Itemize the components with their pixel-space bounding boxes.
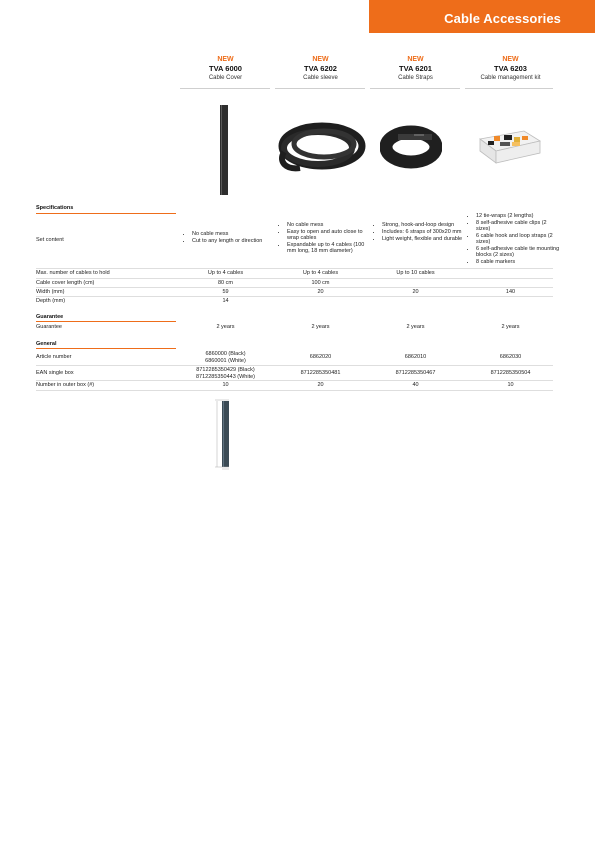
cable-straps-image xyxy=(380,124,442,170)
header-divider xyxy=(465,88,553,89)
list-item: • Strong, hook-and-loop design xyxy=(382,222,466,228)
cell-line: 6860000 (Black) xyxy=(205,351,246,357)
table-cell: 6862020 xyxy=(309,354,332,360)
new-badge: NEW xyxy=(502,56,519,63)
list-item: • Easy to open and auto close to wrap cables xyxy=(287,229,375,241)
row-divider xyxy=(36,287,553,288)
table-cell: 100 cm xyxy=(311,280,330,286)
table-cell: Up to 4 cables xyxy=(302,270,339,276)
row-divider xyxy=(36,278,553,279)
list-item: • Includes: 6 straps of 300x20 mm xyxy=(382,229,466,235)
new-badge: NEW xyxy=(217,56,234,63)
row-label-depth: Depth (mm) xyxy=(36,298,66,304)
set-content-list-1 xyxy=(182,231,278,245)
set-content-list-3 xyxy=(372,222,466,243)
product-model: TVA 6000 xyxy=(209,64,242,73)
row-label-max-cables: Max. number of cables to hold xyxy=(36,270,110,276)
table-cell: 59 xyxy=(222,289,229,295)
page-title: Cable Accessories xyxy=(444,11,561,26)
product-header-4 xyxy=(463,55,558,82)
table-cell xyxy=(178,351,273,364)
row-label-guarantee: Guarantee xyxy=(36,324,62,330)
table-cell: 10 xyxy=(507,382,514,388)
table-cell: 6862010 xyxy=(404,354,427,360)
row-label-outer-box: Number in outer box (#) xyxy=(36,382,95,388)
section-heading-guarantee: Guarantee xyxy=(36,314,64,320)
list-item: • 6 self-adhesive cable tie mounting blocks (2 sizes) xyxy=(476,246,562,258)
row-divider xyxy=(36,365,553,366)
row-label-cover-length: Cable cover length (cm) xyxy=(36,280,95,286)
row-divider xyxy=(36,380,553,381)
table-cell: 8712285350481 xyxy=(300,370,341,376)
table-cell: 2 years xyxy=(501,324,520,330)
table-cell: 2 years xyxy=(216,324,235,330)
section-heading-specifications: Specifications xyxy=(36,205,74,211)
cable-cover-drawing xyxy=(205,398,241,472)
product-model: TVA 6201 xyxy=(399,64,432,73)
set-content-label: Set content xyxy=(36,237,64,243)
row-label-width: Width (mm) xyxy=(36,289,65,295)
table-cell: 80 cm xyxy=(218,280,233,286)
header-divider xyxy=(180,88,270,89)
section-underline xyxy=(36,348,176,349)
cell-line: 8712285350429 (Black) xyxy=(196,367,255,373)
table-cell: 8712285350467 xyxy=(395,370,436,376)
row-divider xyxy=(36,296,553,297)
product-model: TVA 6202 xyxy=(304,64,337,73)
section-underline xyxy=(36,213,176,214)
section-heading-general: General xyxy=(36,341,57,347)
section-underline xyxy=(36,321,176,322)
list-item: • 8 cable markers xyxy=(476,259,562,265)
table-cell: 140 xyxy=(505,289,516,295)
product-name: Cable sleeve xyxy=(303,75,338,81)
product-header-3 xyxy=(368,55,463,82)
list-item: • Expandable up to 4 cables (100 mm long, 18 mm diameter) xyxy=(287,242,375,254)
table-cell: 8712285350504 xyxy=(490,370,531,376)
cable-sleeve-image xyxy=(276,118,368,174)
cell-line: 6860001 (White) xyxy=(205,357,246,364)
list-item: • 12 tie-wraps (2 lengths) xyxy=(476,213,562,219)
table-cell: Up to 4 cables xyxy=(207,270,244,276)
row-divider xyxy=(36,268,553,269)
product-header-2 xyxy=(273,55,368,82)
product-name: Cable Cover xyxy=(208,75,243,81)
table-cell: Up to 10 cables xyxy=(396,270,435,276)
table-cell: 2 years xyxy=(406,324,425,330)
table-cell: 20 xyxy=(317,382,324,388)
list-item: • Cut to any length or direction xyxy=(192,238,278,244)
cable-cover-image xyxy=(218,104,230,196)
new-badge: NEW xyxy=(312,56,329,63)
product-name: Cable management kit xyxy=(480,75,541,81)
new-badge: NEW xyxy=(407,56,424,63)
table-cell: 20 xyxy=(412,289,419,295)
list-item: • Light weight, flexible and durable xyxy=(382,236,466,242)
product-header-1 xyxy=(178,55,273,82)
header-divider xyxy=(275,88,365,89)
table-cell: 2 years xyxy=(311,324,330,330)
table-cell: 20 xyxy=(317,289,324,295)
table-cell: 40 xyxy=(412,382,419,388)
list-item: • No cable mess xyxy=(287,222,375,228)
header-divider xyxy=(370,88,460,89)
product-name: Cable Straps xyxy=(398,75,433,81)
row-divider xyxy=(36,390,553,391)
table-cell: 6862030 xyxy=(499,354,522,360)
table-cell xyxy=(178,367,273,380)
row-label-article-number: Article number xyxy=(36,354,72,360)
list-item: • 8 self-adhesive cable clips (2 sizes) xyxy=(476,220,562,232)
product-model: TVA 6203 xyxy=(494,64,527,73)
list-item: • No cable mess xyxy=(192,231,278,237)
cable-management-kit-image xyxy=(474,127,544,167)
set-content-list-2 xyxy=(277,222,375,255)
row-label-ean: EAN single box xyxy=(36,370,74,376)
table-cell: 14 xyxy=(222,298,229,304)
table-cell: 10 xyxy=(222,382,229,388)
header-banner xyxy=(369,0,595,33)
set-content-list-4 xyxy=(466,213,562,266)
cell-line: 8712285350443 (White) xyxy=(195,373,255,380)
list-item: • 6 cable hook and loop straps (2 sizes) xyxy=(476,233,562,245)
